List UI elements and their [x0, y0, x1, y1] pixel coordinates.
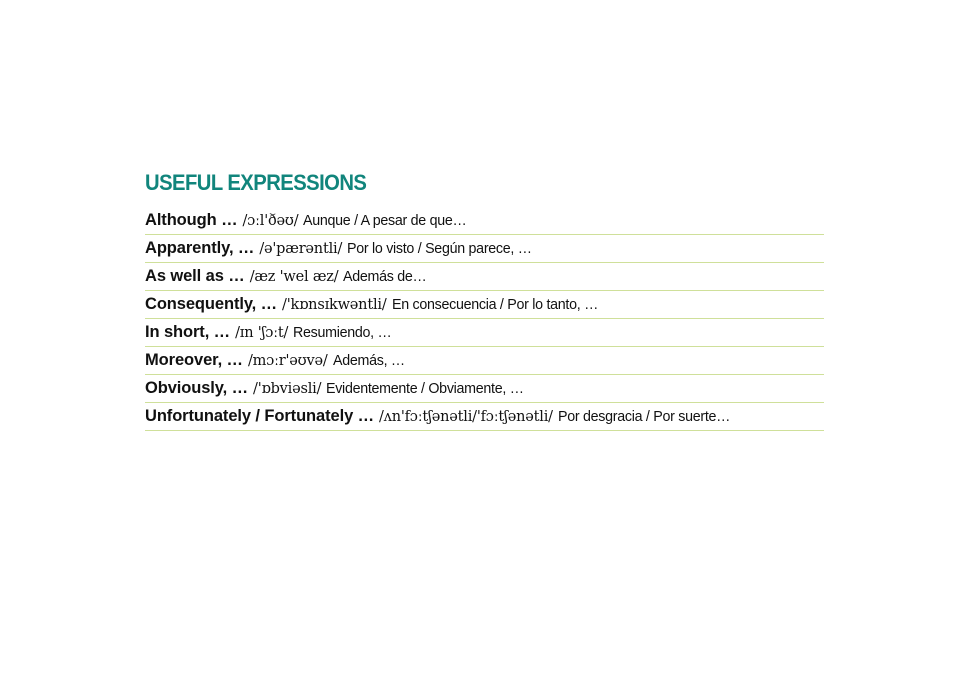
expression-row — [145, 291, 824, 319]
expression-text: Although … — [145, 211, 238, 229]
pronunciation: /ɔːl'ðəʊ/ — [242, 212, 299, 229]
expression-row — [145, 319, 824, 347]
translation: Además, … — [332, 352, 405, 369]
expression-text: In short, … — [145, 323, 231, 341]
translation: Además de… — [343, 268, 427, 285]
translation: En consecuencia / Por lo tanto, … — [391, 296, 598, 313]
expression-row — [145, 375, 824, 403]
expression-text: As well as … — [145, 267, 245, 285]
expressions-list — [145, 207, 824, 431]
expression-row — [145, 235, 824, 263]
pronunciation: /ɪn 'ʃɔːt/ — [235, 324, 289, 341]
pronunciation: /æz 'wel æz/ — [249, 268, 339, 285]
expression-text: Moreover, … — [145, 351, 243, 369]
expression-text: Consequently, … — [145, 295, 278, 313]
expression-row — [145, 347, 824, 375]
translation: Aunque / A pesar de que… — [303, 212, 467, 229]
useful-expressions-section — [145, 168, 824, 431]
pronunciation: /'kɒnsɪkwəntli/ — [282, 296, 387, 313]
section-title: USEFUL EXPRESSIONS — [145, 170, 367, 195]
pronunciation: /ʌn'fɔːtʃənətli/'fɔːtʃənətli/ — [379, 408, 553, 425]
pronunciation: /ə'pærəntli/ — [259, 240, 343, 257]
expression-row — [145, 263, 824, 291]
expression-row — [145, 403, 824, 431]
expression-row — [145, 207, 824, 235]
translation: Evidentemente / Obviamente, … — [326, 380, 524, 397]
translation: Resumiendo, … — [293, 324, 392, 341]
pronunciation: /mɔːr'əʊvə/ — [247, 352, 328, 369]
expression-text: Apparently, … — [145, 239, 255, 257]
pronunciation: /'ɒbviəsli/ — [253, 380, 322, 397]
expression-text: Unfortunately / Fortunately … — [145, 407, 375, 425]
translation: Por lo visto / Según parece, … — [347, 240, 532, 257]
translation: Por desgracia / Por suerte… — [557, 408, 730, 425]
expression-text: Obviously, … — [145, 379, 249, 397]
